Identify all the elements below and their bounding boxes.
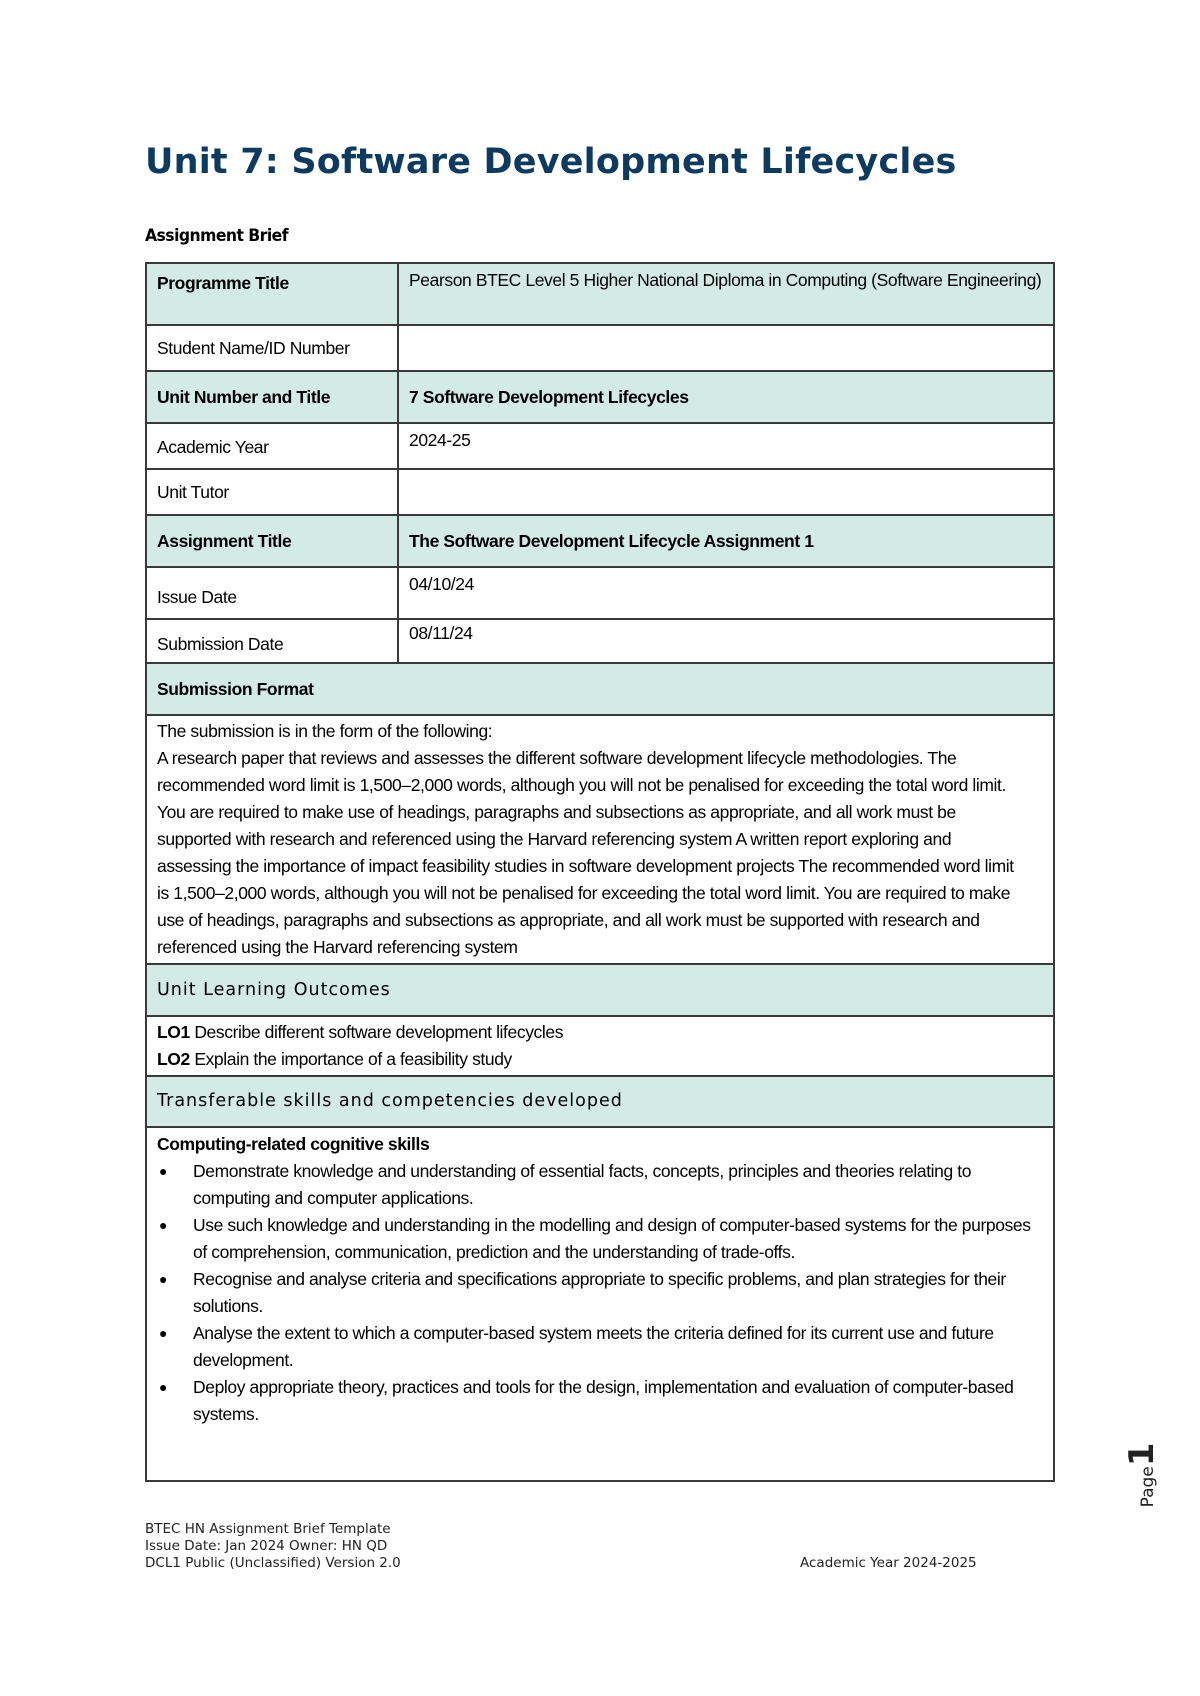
assignment-title-value: The Software Development Lifecycle Assignment 1 (398, 515, 1054, 567)
row-student-name (146, 325, 1054, 371)
row-academic-year (146, 423, 1054, 469)
learning-outcomes-heading: Unit Learning Outcomes (146, 964, 1054, 1016)
student-name-label: Student Name/ID Number (146, 325, 398, 371)
row-submission-format-body (146, 715, 1054, 964)
transferable-skills-heading: Transferable skills and competencies developed (146, 1076, 1054, 1127)
footer (145, 1521, 401, 1572)
row-unit-tutor (146, 469, 1054, 515)
submission-date-value: 08/11/24 (398, 619, 1054, 663)
assignment-brief-table (145, 262, 1055, 1482)
assignment-brief-label: Assignment Brief (145, 226, 288, 246)
row-issue-date (146, 567, 1054, 619)
submission-format-body: A research paper that reviews and assesses the different software development lifecycle methodologies. The recommended word limit is 1,500–2,000 words, although you will not be penalised for exceeding the total word limit. You are required to make use of headings, paragraphs and subsections as appropriate, and all work must be supported with research and referenced using the Harvard referencing system A written report exploring and assessing the importance of impact feasibility studies in software development projects The recommended word limit is 1,500–2,000 words, although you will not be penalised for exceeding the total word limit. You are required to make use of headings, paragraphs and subsections as appropriate, and all work must be supported with research and referenced using the Harvard referencing system (157, 748, 1014, 957)
page-label: Page (1138, 1466, 1158, 1508)
footer-classification: DCL1 Public (Unclassified) Version 2.0 (145, 1555, 401, 1571)
student-name-value (398, 325, 1054, 371)
learning-outcome-text: Explain the importance of a feasibility study (194, 1049, 512, 1069)
programme-title-label: Programme Title (146, 263, 398, 325)
learning-outcome-item (157, 1046, 1043, 1073)
unit-tutor-label: Unit Tutor (146, 469, 398, 515)
skill-item: ● Demonstrate knowledge and understanding of essential facts, concepts, principles and theories relating to computing and computer applications. (193, 1158, 1039, 1212)
footer-template-name: BTEC HN Assignment Brief Template (145, 1521, 391, 1537)
row-assignment-title (146, 515, 1054, 567)
learning-outcome-text: Describe different software development lifecycles (194, 1022, 564, 1042)
submission-format-heading: Submission Format (146, 663, 1054, 715)
row-unit-number-title (146, 371, 1054, 423)
learning-outcome-item (157, 1019, 1043, 1046)
footer-issue-info: Issue Date: Jan 2024 Owner: HN QD (145, 1538, 388, 1554)
row-transferable-skills-body (146, 1127, 1054, 1481)
unit-tutor-value (398, 469, 1054, 515)
row-transferable-skills-heading (146, 1076, 1054, 1127)
footer-academic-year: Academic Year 2024-2025 (800, 1555, 977, 1571)
row-programme-title (146, 263, 1054, 325)
skill-item: ● Use such knowledge and understanding in the modelling and design of computer-based systems for the purposes of comprehension, communication, prediction and the understanding of trade-offs. (193, 1212, 1039, 1266)
issue-date-label: Issue Date (146, 567, 398, 619)
skill-item: ● Analyse the extent to which a computer-based system meets the criteria defined for its current use and future development. (193, 1320, 1039, 1374)
skill-item: ● Deploy appropriate theory, practices and tools for the design, implementation and evaluation of computer-based systems. (193, 1374, 1039, 1428)
skill-item: ● Recognise and analyse criteria and specifications appropriate to specific problems, and plan strategies for their solutions. (193, 1266, 1039, 1320)
row-learning-outcomes-body (146, 1016, 1054, 1076)
academic-year-label: Academic Year (146, 423, 398, 469)
row-submission-date (146, 619, 1054, 663)
row-submission-format-heading (146, 663, 1054, 715)
page-number-value: 1 (1122, 1442, 1162, 1467)
cognitive-skills-subheading: Computing-related cognitive skills (157, 1134, 430, 1154)
learning-outcome-code: LO2 (157, 1049, 190, 1069)
submission-format-intro: The submission is in the form of the following: (157, 721, 493, 741)
row-learning-outcomes-heading (146, 964, 1054, 1016)
learning-outcome-code: LO1 (157, 1022, 190, 1042)
page-title: Unit 7: Software Development Lifecycles (145, 142, 957, 182)
assignment-title-label: Assignment Title (146, 515, 398, 567)
unit-number-title-label: Unit Number and Title (146, 371, 398, 423)
academic-year-value: 2024-25 (398, 423, 1054, 469)
issue-date-value: 04/10/24 (398, 567, 1054, 619)
page-number (1112, 1420, 1172, 1530)
skills-list (157, 1158, 1039, 1428)
programme-title-value: Pearson BTEC Level 5 Higher National Diploma in Computing (Software Engineering) (398, 263, 1054, 325)
unit-number-title-value: 7 Software Development Lifecycles (398, 371, 1054, 423)
submission-date-label: Submission Date (146, 619, 398, 663)
